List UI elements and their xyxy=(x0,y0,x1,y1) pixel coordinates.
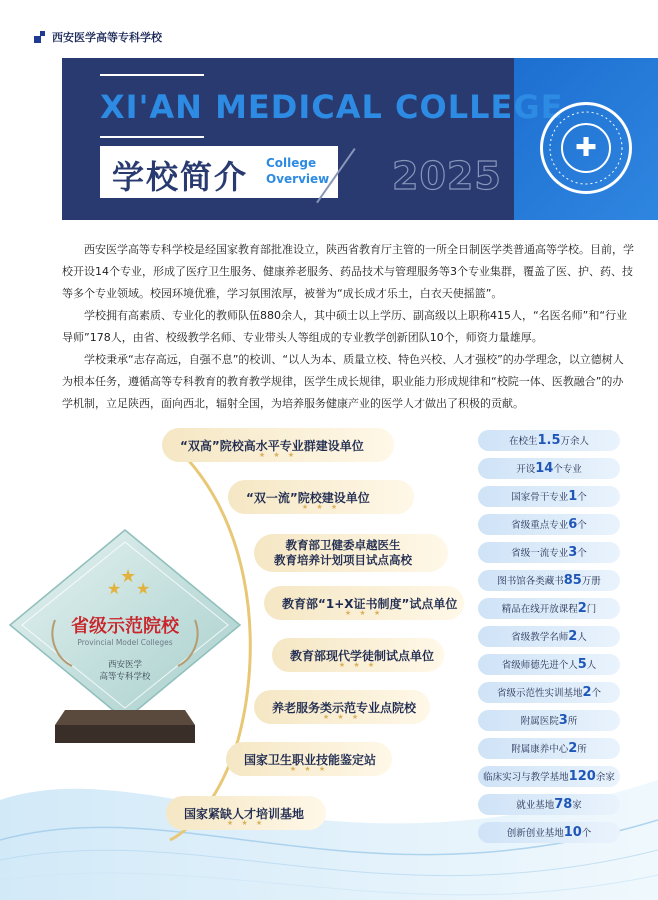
stat-label: 创新创业基地 xyxy=(506,828,564,839)
achievement-item xyxy=(254,534,448,572)
stat-unit: 人 xyxy=(577,632,587,643)
achievement-item xyxy=(162,428,394,462)
svg-text:★: ★ xyxy=(120,566,137,587)
achievement-label: 国家紧缺人才培训基地 xyxy=(184,806,305,821)
stat-pill xyxy=(478,458,620,479)
achievement-label: 教育培养计划项目试点高校 xyxy=(274,553,412,567)
intro-paragraph: 西安医学高等专科学校是经国家教育部批准设立，陕西省教育厅主管的一所全日制医学类普通高等学校。目前，学校开设14个专业，形成了医疗卫生服务、健康养老服务、药品技术与管理服务等3个专业集群，覆盖了医、护、药、技等多个专业领域。校园环境优雅，学习氛围浓厚，被誉为“成长成才乐土，白衣天使摇篮”。 xyxy=(62,243,634,300)
stat-unit: 个专业 xyxy=(553,464,582,475)
stat-unit: 余家 xyxy=(595,772,615,783)
intro-paragraph: 学校秉承“志存高远，自强不息”的校训、“以人为本、质量立校、特色兴校、人才强校”的办学理念，以立德树人为根本任务，遵循高等专科教育的教育教学规律，医学生成长规律，职业能力形成规律和“校院一体、医教融合”的办学机制，立足陕西，面向西北，辐射全国，为培养服务健康产业的医学人才做出了积极的贡献。 xyxy=(62,353,624,410)
banner xyxy=(62,58,658,220)
college-seal-icon: ✚ xyxy=(540,102,632,194)
achievement-item xyxy=(254,690,430,724)
stat-label: 省级师德先进个人 xyxy=(501,660,578,671)
achievement-label: 教育部现代学徒制试点单位 xyxy=(290,648,435,663)
header-school-name: 西安医学高等专科学校 xyxy=(52,31,162,44)
achievement-stars: ★ ★ ★ xyxy=(301,503,341,511)
stat-unit: 所 xyxy=(567,716,578,727)
achievement-label: 养老服务类示范专业点院校 xyxy=(272,700,417,715)
stat-pill xyxy=(478,542,620,563)
stat-value: 120 xyxy=(568,769,596,784)
stat-label: 开设 xyxy=(516,464,536,475)
header-logo-mark xyxy=(34,31,46,43)
trophy-subtitle: Provincial Model Colleges xyxy=(77,638,173,647)
stat-pill xyxy=(478,822,620,843)
achievement-label-block xyxy=(254,538,412,568)
stat-label: 图书馆各类藏书 xyxy=(497,576,564,587)
achievement-stars: ★ ★ ★ xyxy=(258,451,298,459)
stat-pill xyxy=(478,626,620,647)
achievement-item xyxy=(264,586,464,620)
achievement-stars: ★ ★ ★ xyxy=(226,819,266,827)
stat-label: 精品在线开放课程 xyxy=(501,604,578,615)
stat-pill xyxy=(478,514,620,535)
stat-label: 临床实习与教学基地 xyxy=(483,772,569,783)
stat-unit: 万册 xyxy=(581,576,601,587)
stat-value: 14 xyxy=(535,461,554,476)
stat-pill xyxy=(478,570,620,591)
stat-pill xyxy=(478,654,620,675)
achievement-label: 国家卫生职业技能鉴定站 xyxy=(244,752,377,767)
achievement-stars: ★ ★ ★ xyxy=(344,609,384,617)
stat-unit: 个 xyxy=(581,828,592,839)
page-title-en-line1: College xyxy=(266,156,317,170)
stat-label: 国家骨干专业 xyxy=(511,492,569,503)
achievement-item xyxy=(272,638,444,672)
achievement-label: 教育部“1+X证书制度”试点单位 xyxy=(282,596,458,611)
stat-label: 在校生 xyxy=(508,436,538,447)
stat-value: 3 xyxy=(568,545,578,560)
stat-label: 省级重点专业 xyxy=(511,520,569,531)
stat-value: 6 xyxy=(568,517,578,532)
stat-unit: 门 xyxy=(586,604,597,615)
achievement-stars: ★ ★ ★ xyxy=(338,661,378,669)
achievement-label: “双高”院校高水平专业群建设单位 xyxy=(180,438,364,453)
stat-label: 省级示范性实训基地 xyxy=(496,688,583,699)
trophy-title: 省级示范院校 xyxy=(71,616,179,637)
stat-unit: 个 xyxy=(577,492,587,503)
stat-pill xyxy=(478,738,620,759)
achievement-item xyxy=(228,480,414,514)
stat-pill xyxy=(478,430,620,451)
stat-unit: 所 xyxy=(577,744,587,755)
stat-pill xyxy=(478,766,620,787)
stat-label: 附属康养中心 xyxy=(511,744,569,755)
achievement-item xyxy=(166,796,326,830)
stat-value: 2 xyxy=(577,601,587,616)
banner-rule-top xyxy=(100,74,204,76)
achievement-stars: ★ ★ ★ xyxy=(289,765,329,773)
stat-unit: 个 xyxy=(577,520,587,531)
stat-label: 就业基地 xyxy=(516,800,555,811)
stat-value: 85 xyxy=(563,573,582,588)
stat-value: 3 xyxy=(558,713,568,728)
stat-value: 1 xyxy=(568,489,578,504)
svg-text:★: ★ xyxy=(136,579,151,598)
stat-value: 1.5 xyxy=(537,433,561,448)
banner-english-name: XI'AN MEDICAL COLLEGE xyxy=(100,88,564,126)
stat-unit: 人 xyxy=(586,660,597,671)
stat-label: 省级教学名师 xyxy=(511,632,569,643)
page-title: 学校简介 xyxy=(112,158,249,196)
stat-label: 省级一流专业 xyxy=(511,548,569,559)
banner-rule-bottom xyxy=(100,136,204,138)
stat-value: 10 xyxy=(563,825,582,840)
stat-value: 5 xyxy=(577,657,587,672)
svg-text:★: ★ xyxy=(107,579,122,598)
stat-pill xyxy=(478,486,620,507)
stat-value: 78 xyxy=(554,797,573,812)
achievement-stars: ★ ★ ★ xyxy=(322,713,362,721)
trophy-school-line1: 西安医学 xyxy=(107,660,142,670)
page-title-en-line2: Overview xyxy=(266,172,330,186)
achievement-label: “双一流”院校建设单位 xyxy=(246,490,370,505)
stat-pill xyxy=(478,682,620,703)
stat-unit: 万余人 xyxy=(560,436,590,447)
banner-title-box xyxy=(100,146,338,198)
stat-value: 2 xyxy=(568,741,578,756)
achievement-label: 教育部卫健委卓越医生 xyxy=(285,538,401,552)
intro-text xyxy=(62,239,634,415)
intro-paragraph: 学校拥有高素质、专业化的教师队伍880余人，其中硕士以上学历、副高级以上职称415人，“名医名师”和“行业导师”178人，由省、校级教学名师、专业带头人等组成的专业教学创新团队10个，师资力量雄厚。 xyxy=(62,309,628,344)
stat-value: 2 xyxy=(582,685,592,700)
stat-unit: 个 xyxy=(591,688,602,699)
stat-pill xyxy=(478,598,620,619)
banner-year: 2025 xyxy=(392,154,502,198)
stat-value: 2 xyxy=(568,629,578,644)
stat-unit: 个 xyxy=(577,548,587,559)
achievement-item xyxy=(226,742,392,776)
trophy-school-line2: 高等专科学校 xyxy=(99,672,151,682)
stat-pill xyxy=(478,710,620,731)
stat-pill xyxy=(478,794,620,815)
stat-unit: 家 xyxy=(572,800,582,811)
stat-label: 附属医院 xyxy=(520,716,559,727)
